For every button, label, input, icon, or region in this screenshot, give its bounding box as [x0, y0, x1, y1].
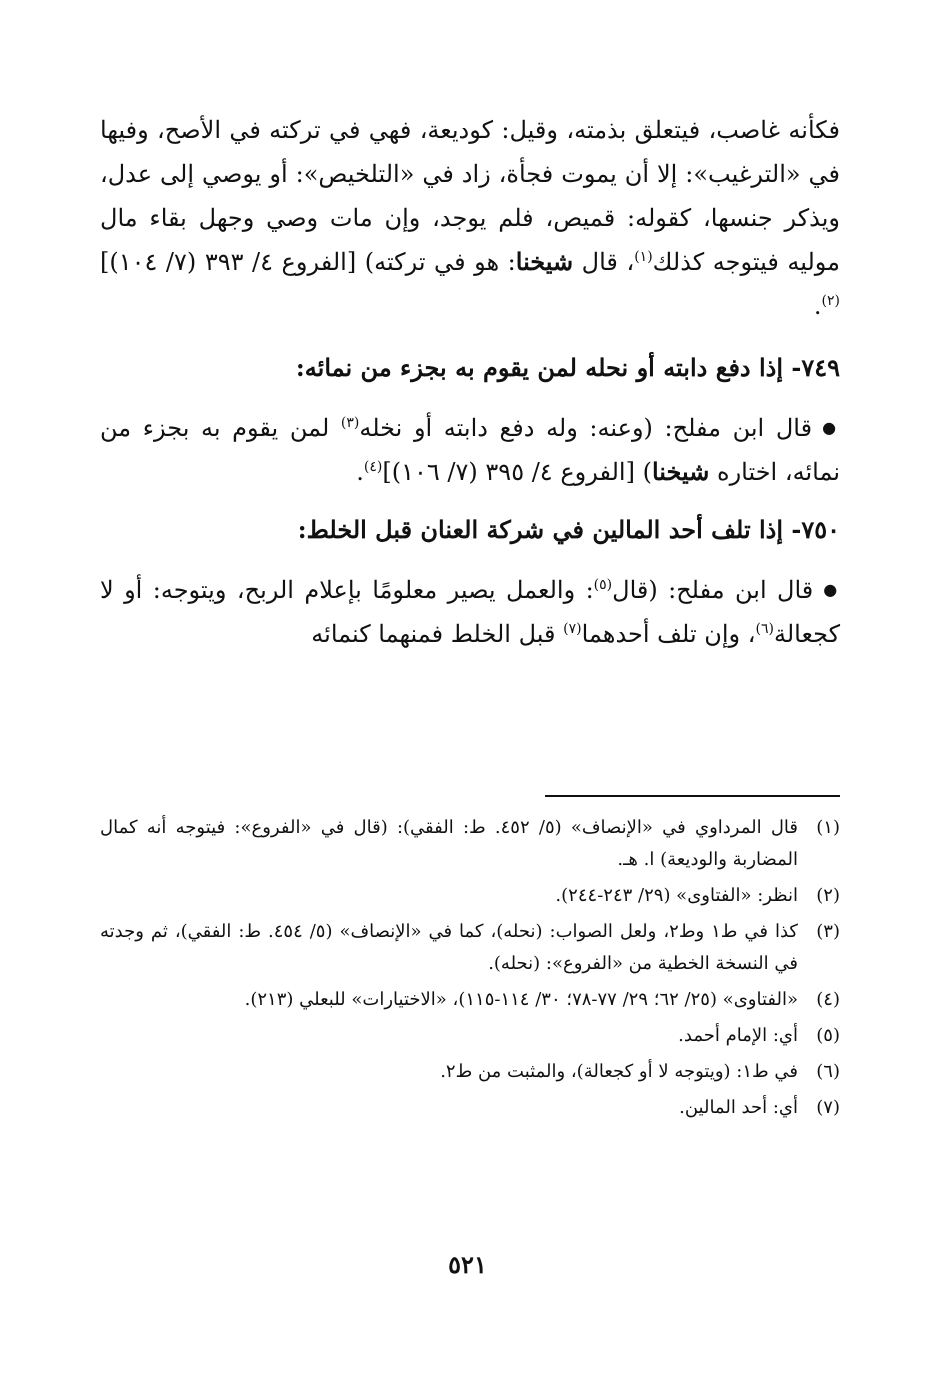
footnote-text: أي: الإمام أحمد.	[678, 1025, 798, 1046]
footnote-3	[100, 916, 840, 980]
footnote-text: «الفتاوى» (٢٥/ ٦٢؛ ٢٩/ ٧٧-٧٨؛ ٣٠/ ١١٤-١١٥)، «الاختيارات» للبعلي (٢١٣).	[244, 989, 798, 1010]
text-run: قبل الخلط فمنهما كنمائه	[311, 620, 564, 648]
footnote-7	[100, 1092, 840, 1124]
footnote-ref-1[interactable]: (١)	[634, 249, 653, 265]
shaykh-name: شيخنا	[515, 247, 574, 276]
section-heading-750: ٧٥٠- إذا تلف أحد المالين في شركة العنان قبل الخلط:	[297, 515, 840, 544]
footnote-ref-4[interactable]: (٤)	[363, 459, 383, 475]
footnote-2	[100, 880, 840, 912]
page-number: ٥٢١	[448, 1250, 487, 1279]
section-heading-749: ٧٤٩- إذا دفع دابته أو نحله لمن يقوم به بجزء من نمائه:	[295, 353, 840, 382]
footnote-number: (٧)	[816, 1097, 840, 1118]
footnote-ref-5[interactable]: (٥)	[593, 577, 613, 593]
text-run: فكأنه غاصب، فيتعلق بذمته، وقيل: كوديعة، فهي في تركته في الأصح، وفيها في «الترغيب»: إلا أن يموت فجأة، زاد في «التلخيص»: أو يوصي إلى عدل، ويذكر جنسها، كقوله: قميص، فلم يوجد، وإن مات وصي وجهل بقاء مال موليه فيتوجه كذلك	[100, 116, 841, 276]
shaykh-name: شيخنا	[651, 457, 710, 486]
footnote-text: انظر: «الفتاوى» (٢٩/ ٢٤٣-٢٤٤).	[555, 885, 798, 906]
footnotes	[100, 812, 840, 1128]
footnote-number: (١)	[816, 817, 840, 838]
text-run: لمن يقوم به بجزء من نمائه، اختاره	[100, 414, 840, 486]
text-run: .	[813, 292, 822, 320]
footnote-text: أي: أحد المالين.	[679, 1097, 798, 1118]
paragraph-750	[100, 568, 840, 656]
footnote-ref-2[interactable]: (٢)	[821, 293, 840, 309]
footnote-6	[100, 1056, 840, 1088]
text-run: : والعمل يصير معلومًا بإعلام الربح، ويتوجه: أو لا كجعالة	[100, 576, 840, 648]
footnote-number: (٣)	[816, 921, 840, 942]
footnote-4	[100, 984, 840, 1016]
text-run: قال ابن مفلح: (قال	[612, 576, 814, 604]
text-run: .	[356, 458, 364, 486]
footnote-ref-3[interactable]: (٣)	[340, 415, 360, 431]
footnote-divider	[545, 795, 840, 797]
text-run: ) [الفروع ٤/ ٣٩٥ (٧/ ١٠٦)]	[382, 458, 652, 486]
text-run: ، وإن تلف أحدهما	[581, 620, 756, 648]
footnote-text: كذا في ط١ وط٢، ولعل الصواب: (نحله)، كما في «الإنصاف» (٥/ ٤٥٤. ط: الفقي)، ثم وجدته في النسخة الخطية من «الفروع»: (نحله).	[100, 921, 798, 974]
footnote-text: قال المرداوي في «الإنصاف» (٥/ ٤٥٢. ط: الفقي): (قال في «الفروع»: فيتوجه أنه كمال المضاربة والوديعة) ا. هـ.	[100, 817, 799, 870]
main-text	[100, 108, 840, 670]
footnote-number: (٦)	[816, 1061, 840, 1082]
footnote-text: في ط١: (ويتوجه لا أو كجعالة)، والمثبت من ط٢.	[440, 1061, 798, 1082]
paragraph-continuation	[100, 108, 840, 328]
footnote-number: (٥)	[816, 1025, 840, 1046]
footnote-5	[100, 1020, 840, 1052]
text-run: ، قال	[573, 248, 635, 276]
text-run: : هو في تركته) [الفروع ٤/ ٣٩٣ (٧/ ١٠٤)]	[100, 248, 516, 276]
footnote-number: (٤)	[816, 989, 840, 1010]
paragraph-749	[100, 406, 840, 494]
footnote-number: (٢)	[816, 885, 840, 906]
footnote-1	[100, 812, 840, 876]
footnote-ref-6[interactable]: (٦)	[755, 621, 774, 637]
footnote-ref-7[interactable]: (٧)	[563, 621, 582, 637]
text-run: قال ابن مفلح: (وعنه: وله دفع دابته أو نخله	[359, 414, 813, 442]
